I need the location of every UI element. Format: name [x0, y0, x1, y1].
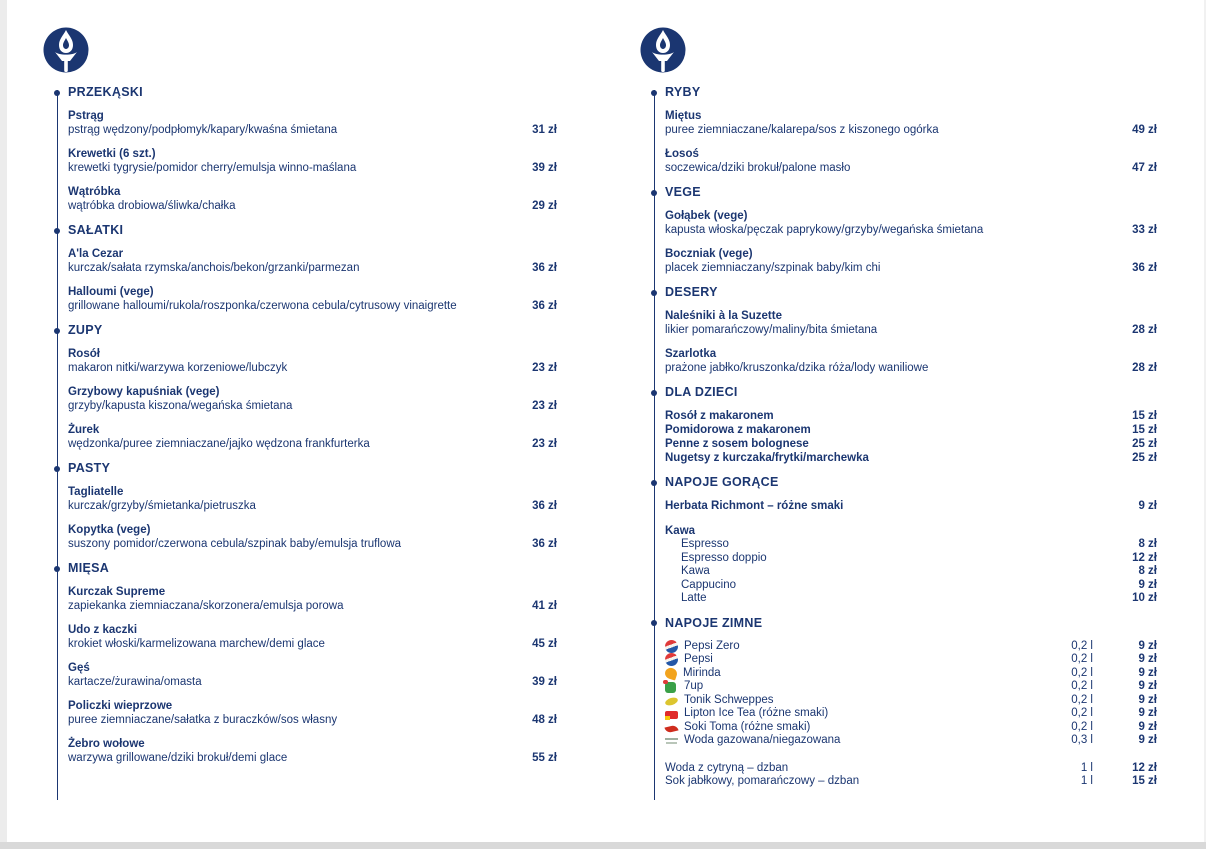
item-description: likier pomarańczowy/maliny/bita śmietana [665, 324, 878, 336]
item-price: 25 zł [1132, 452, 1157, 464]
item-description: soczewica/dziki brokuł/palone masło [665, 162, 851, 174]
item-price: 39 zł [532, 162, 557, 174]
item-name: Lipton Ice Tea (różne smaki) [684, 707, 829, 719]
item-text [68, 347, 499, 375]
menu-item [665, 775, 1157, 789]
item-price: 55 zł [532, 752, 557, 764]
item-price: 28 zł [1132, 362, 1157, 374]
menu-section [665, 616, 1157, 789]
section-bullet-icon [54, 328, 60, 334]
menu-item [68, 185, 557, 213]
section-bullet-icon [54, 466, 60, 472]
menu-item [68, 147, 557, 175]
section-bullet-icon [651, 480, 657, 486]
item-text [665, 247, 1099, 275]
lipton-icon [665, 711, 678, 719]
item-text [68, 247, 499, 275]
item-price: 28 zł [1132, 324, 1157, 336]
menu-sections-left [40, 85, 557, 800]
menu-item [68, 485, 557, 513]
item-name: Kurczak Supreme [68, 586, 166, 598]
menu-item [665, 423, 1157, 437]
item-name: Penne z sosem bolognese [665, 438, 809, 450]
menu-item [665, 734, 1157, 748]
section-title: NAPOJE GORĄCE [665, 475, 779, 489]
item-name: Grzybowy kapuśniak (vege) [68, 386, 220, 398]
item-description: kapusta włoska/pęczak paprykowy/grzyby/wegańska śmietana [665, 224, 984, 236]
section-header [68, 561, 557, 576]
section-rule [654, 90, 656, 800]
item-price: 36 zł [532, 300, 557, 312]
section-bullet-icon [651, 390, 657, 396]
item-price: 9 zł [1138, 707, 1157, 719]
item-text [665, 309, 1099, 337]
menu-item [68, 585, 557, 613]
section-header [665, 185, 1157, 200]
menu-section [665, 475, 1157, 606]
menu-item [68, 423, 557, 451]
section-bullet-icon [651, 290, 657, 296]
menu-item [665, 247, 1157, 275]
item-price: 48 zł [532, 714, 557, 726]
menu-item [665, 499, 1157, 513]
item-description: makaron nitki/warzywa korzeniowe/lubczyk [68, 362, 288, 374]
item-description: puree ziemniaczane/sałatka z buraczków/sos własny [68, 714, 338, 726]
item-price: 41 zł [532, 600, 557, 612]
item-text [68, 185, 499, 213]
item-text [665, 209, 1099, 237]
item-name: Sok jabłkowy, pomarańczowy – dzban [665, 775, 860, 787]
item-volume: 1 l [1080, 761, 1093, 774]
mirinda-icon [664, 667, 679, 681]
item-name: 7up [684, 680, 704, 692]
item-text [68, 385, 499, 413]
item-name: Szarlotka [665, 348, 717, 360]
item-name: Łosoś [665, 148, 699, 160]
7up-icon [665, 682, 676, 693]
menu-item [665, 721, 1157, 735]
item-name: Kopytka (vege) [68, 524, 151, 536]
item-name: Cappucino [681, 578, 736, 591]
item-price: 49 zł [1132, 124, 1157, 136]
menu-item [68, 661, 557, 689]
item-text [68, 623, 499, 651]
item-description: krewetki tygrysie/pomidor cherry/emulsja winno-maślana [68, 162, 357, 174]
item-name: A'la Cezar [68, 248, 124, 260]
item-description: warzywa grillowane/dziki brokuł/demi glace [68, 752, 288, 764]
item-text [68, 485, 499, 513]
item-name: Gołąbek (vege) [665, 210, 748, 222]
section-header [665, 475, 1157, 490]
section-header [665, 285, 1157, 300]
menu-item [665, 640, 1157, 654]
item-name: Rosół [68, 348, 100, 360]
item-price: 36 zł [532, 500, 557, 512]
item-price: 25 zł [1132, 438, 1157, 450]
page-edge-left [0, 0, 7, 842]
item-description: krokiet włoski/karmelizowana marchew/demi glace [68, 638, 325, 650]
menu-section [665, 285, 1157, 375]
item-name: Woda gazowana/niegazowana [684, 734, 841, 746]
item-name: Wątróbka [68, 186, 121, 198]
menu-section [665, 85, 1157, 175]
menu-item [68, 623, 557, 651]
item-description: wątróbka drobiowa/śliwka/chałka [68, 200, 236, 212]
item-description: placek ziemniaczany/szpinak baby/kim chi [665, 262, 881, 274]
item-price: 12 zł [1132, 551, 1157, 564]
item-price: 15 zł [1132, 410, 1157, 422]
menu-section [665, 185, 1157, 275]
menu-item [68, 523, 557, 551]
menu-section [665, 385, 1157, 465]
item-price: 9 zł [1138, 693, 1157, 706]
item-text [68, 523, 499, 551]
item-name: Miętus [665, 110, 702, 122]
section-bullet-icon [54, 566, 60, 572]
menu-item [68, 699, 557, 727]
item-name: Mirinda [683, 666, 721, 679]
item-text [68, 585, 499, 613]
item-name: Policzki wieprzowe [68, 700, 173, 712]
item-price: 47 zł [1132, 162, 1157, 174]
item-name: Soki Toma (różne smaki) [684, 720, 811, 733]
item-name: Żebro wołowe [68, 738, 145, 750]
item-volume: 0,2 l [1071, 666, 1093, 679]
item-text [68, 423, 499, 451]
section-rule [57, 90, 59, 800]
menu-column-left [40, 0, 557, 800]
item-text [665, 347, 1099, 375]
item-volume: 0,2 l [1071, 707, 1093, 719]
menu-item [68, 247, 557, 275]
menu-item [68, 347, 557, 375]
menu-item [665, 680, 1157, 694]
menu-item [68, 109, 557, 137]
item-name: Kawa [681, 565, 710, 577]
section-header [68, 461, 557, 476]
item-volume: 0,2 l [1071, 653, 1093, 665]
section-header [665, 85, 1157, 100]
item-name: Halloumi (vege) [68, 286, 154, 298]
section-title: VEGE [665, 185, 701, 199]
menu-item-group [665, 524, 1157, 606]
item-price: 10 zł [1132, 592, 1157, 604]
section-title: DLA DZIECI [665, 385, 738, 399]
item-description: wędzonka/puree ziemniaczane/jajko wędzona frankfurterka [68, 438, 370, 450]
menu-item [665, 309, 1157, 337]
item-description: puree ziemniaczane/kalarepa/sos z kiszonego ogórka [665, 124, 939, 136]
item-price: 9 zł [1138, 734, 1157, 746]
item-price: 23 zł [532, 362, 557, 374]
item-price: 12 zł [1132, 761, 1157, 774]
item-description: kartacze/żurawina/omasta [68, 676, 202, 688]
item-name: Żurek [68, 424, 100, 436]
menu-column-right [637, 0, 1157, 800]
section-bullet-icon [651, 620, 657, 626]
item-volume: 0,2 l [1071, 680, 1093, 692]
menu-item [68, 385, 557, 413]
section-bullet-icon [651, 190, 657, 196]
pepsi-icon [665, 653, 678, 666]
item-name: Kawa [665, 525, 696, 537]
section-title: MIĘSA [68, 561, 110, 575]
schweppes-icon [664, 696, 679, 707]
zywiec-zdroj-icon [665, 734, 678, 747]
menu-subitem [665, 538, 1157, 552]
item-name: Krewetki (6 szt.) [68, 148, 156, 160]
item-price: 9 zł [1138, 720, 1157, 733]
menu-section [68, 461, 557, 551]
item-description: grzyby/kapusta kiszona/wegańska śmietana [68, 400, 293, 412]
item-name: Pepsi Zero [684, 639, 740, 652]
menu-item [665, 694, 1157, 708]
item-price: 9 zł [1138, 500, 1157, 512]
item-price: 8 zł [1138, 538, 1157, 550]
menu-item [665, 437, 1157, 451]
page-edge-bottom [0, 842, 1206, 849]
item-price: 36 zł [532, 538, 557, 550]
item-name: Pepsi [684, 653, 713, 665]
menu-item [665, 762, 1157, 776]
menu-item [665, 707, 1157, 721]
section-bullet-icon [54, 228, 60, 234]
item-description: kurczak/sałata rzymska/anchois/bekon/grzanki/parmezan [68, 262, 360, 274]
item-price: 39 zł [532, 676, 557, 688]
section-title: RYBY [665, 85, 701, 99]
menu-sections-right [637, 85, 1157, 800]
item-name: Rosół z makaronem [665, 410, 774, 422]
item-text [68, 109, 499, 137]
item-price: 9 zł [1138, 578, 1157, 591]
item-name: Naleśniki à la Suzette [665, 310, 782, 322]
pepsi-icon [665, 640, 678, 653]
item-name: Gęś [68, 662, 90, 674]
item-text [68, 737, 499, 765]
menu-item [665, 147, 1157, 175]
item-name: Pstrąg [68, 110, 104, 122]
item-price: 29 zł [532, 200, 557, 212]
item-price: 9 zł [1138, 666, 1157, 679]
item-name: Espresso doppio [681, 551, 767, 564]
section-title: PRZEKĄSKI [68, 85, 143, 99]
item-volume: 0,2 l [1071, 639, 1093, 652]
item-price: 33 zł [1132, 224, 1157, 236]
item-price: 15 zł [1132, 424, 1157, 436]
item-text [665, 147, 1099, 175]
item-name: Pomidorowa z makaronem [665, 424, 811, 436]
item-name: Woda z cytryną – dzban [665, 761, 789, 774]
item-name: Nugetsy z kurczaka/frytki/marchewka [665, 452, 869, 464]
item-price: 23 zł [532, 438, 557, 450]
item-description: prażone jabłko/kruszonka/dzika róża/lody waniliowe [665, 362, 929, 374]
item-price: 31 zł [532, 124, 557, 136]
item-volume: 1 l [1080, 775, 1093, 787]
item-price: 36 zł [532, 262, 557, 274]
item-price: 9 zł [1138, 680, 1157, 692]
item-price: 9 zł [1138, 639, 1157, 652]
section-title: DESERY [665, 285, 718, 299]
menu-item [665, 451, 1157, 465]
menu-item [665, 109, 1157, 137]
section-header [68, 323, 557, 338]
menu-section [68, 561, 557, 765]
item-volume: 0,2 l [1071, 693, 1093, 706]
section-bullet-icon [54, 90, 60, 96]
item-name: Boczniak (vege) [665, 248, 753, 260]
item-description: pstrąg wędzony/podpłomyk/kapary/kwaśna śmietana [68, 124, 338, 136]
section-header [665, 385, 1157, 400]
torch-logo-icon [637, 25, 689, 77]
menu-item [665, 667, 1157, 681]
item-price: 36 zł [1132, 262, 1157, 274]
item-text [68, 147, 499, 175]
item-description: zapiekanka ziemniaczana/skorzonera/emulsja porowa [68, 600, 344, 612]
menu-section [68, 85, 557, 213]
menu-subitem [665, 579, 1157, 593]
item-name: Herbata Richmont – różne smaki [665, 500, 844, 512]
menu-item [665, 209, 1157, 237]
menu-item [665, 347, 1157, 375]
menu-subitem [665, 552, 1157, 566]
section-title: ZUPY [68, 323, 103, 337]
item-text [68, 285, 499, 313]
item-name: Latte [681, 592, 707, 604]
menu-item [665, 653, 1157, 667]
section-header [68, 85, 557, 100]
menu-item [68, 285, 557, 313]
item-volume: 0,2 l [1071, 720, 1093, 733]
item-price: 9 zł [1138, 653, 1157, 665]
menu-item [68, 737, 557, 765]
item-price: 8 zł [1138, 565, 1157, 577]
item-name: Espresso [681, 538, 729, 550]
item-price: 23 zł [532, 400, 557, 412]
section-header [68, 223, 557, 238]
torch-logo-icon [40, 25, 92, 77]
item-description: suszony pomidor/czerwona cebula/szpinak baby/emulsja truflowa [68, 538, 402, 550]
menu-item [665, 409, 1157, 423]
menu-section [68, 223, 557, 313]
section-title: PASTY [68, 461, 111, 475]
item-price: 45 zł [532, 638, 557, 650]
item-description: kurczak/grzyby/śmietanka/pietruszka [68, 500, 256, 512]
section-title: SAŁATKI [68, 223, 124, 237]
menu-subitem [665, 565, 1157, 579]
item-description: grillowane halloumi/rukola/roszponka/czerwona cebula/cytrusowy vinaigrette [68, 300, 457, 312]
item-name: Tonik Schweppes [684, 693, 774, 706]
item-text [665, 109, 1099, 137]
item-text [68, 661, 499, 689]
toma-icon [664, 725, 678, 734]
section-bullet-icon [651, 90, 657, 96]
menu-section [68, 323, 557, 451]
item-volume: 0,3 l [1071, 734, 1093, 746]
section-title: NAPOJE ZIMNE [665, 615, 763, 630]
item-text [68, 699, 499, 727]
section-header [665, 616, 1157, 631]
item-name: Udo z kaczki [68, 624, 138, 636]
menu-subitem [665, 592, 1157, 606]
item-price: 15 zł [1132, 775, 1157, 787]
item-name: Tagliatelle [68, 486, 124, 498]
